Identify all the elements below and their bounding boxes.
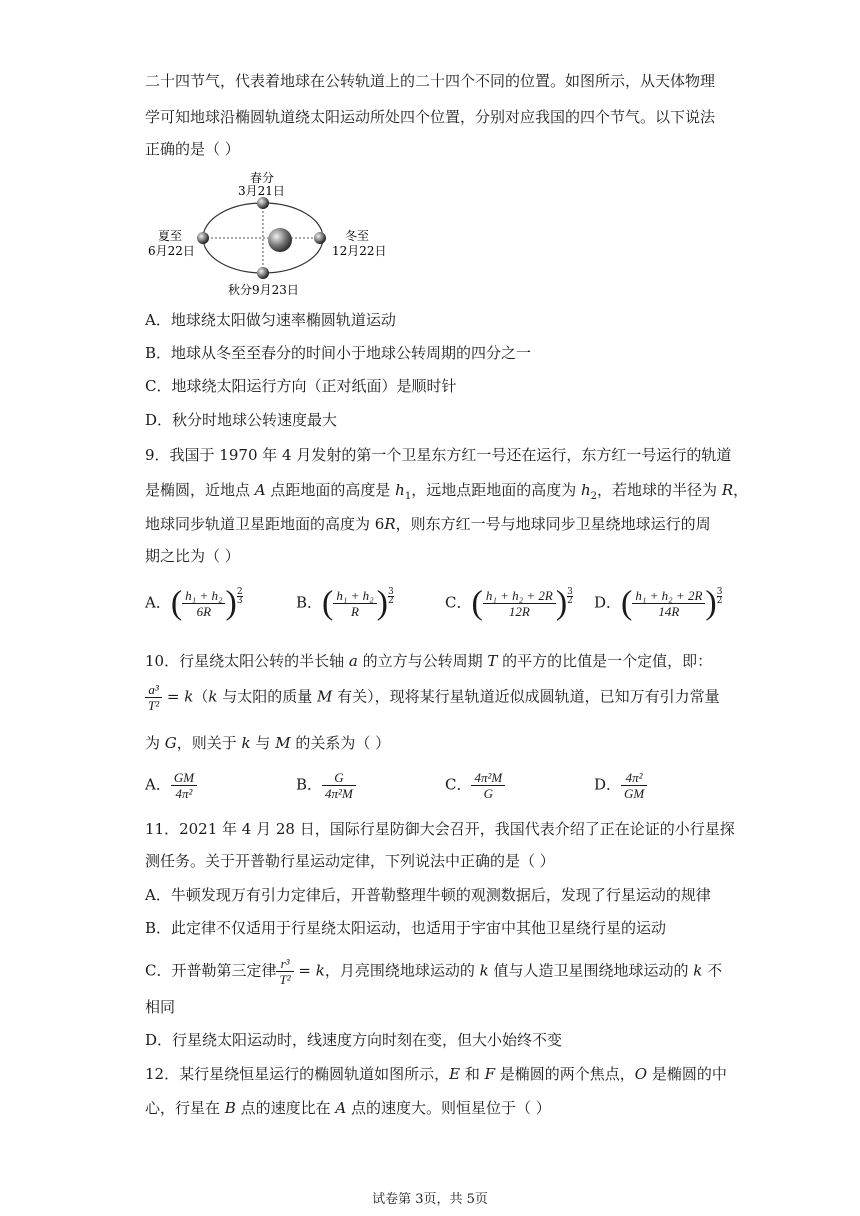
q8-option-d: D．秋分时地球公转速度最大: [145, 411, 338, 429]
q11-option-d: D．行星绕太阳运动时，线速度方向时刻在变，但大小始终不变: [145, 1031, 563, 1049]
q9-line-2: 是椭圆，近地点 A 点距地面的高度是 $h_1$，远地点距地面的高度为 $h_2$，若地球的半径为 R，: [145, 481, 749, 502]
q9-option-c: C．( $\frac{\text{h₁ + h₂ + 2R}}{12R}$ ) $\frac{3}{2}$: [445, 584, 573, 622]
q9-option-a: A．( $\frac{\text{h₁ + h₂}}{6R}$ ) $\frac{2}{3}$: [145, 584, 243, 622]
q9-option-b: B．( $\frac{\text{h₁ + h₂}}{R}$ ) $\frac{3}{2}$: [296, 584, 394, 622]
q9-line-3: 地球同步轨道卫星距地面的高度为 6R，则东方红一号与地球同步卫星绕地球运行的周: [145, 515, 711, 533]
spring-label: 春分: [250, 171, 275, 185]
summer-date: 6月22日: [148, 244, 195, 258]
earth-summer-icon: [197, 232, 209, 244]
q10-option-b: B． $\frac{G}{\text{4π²M}}$: [296, 770, 356, 801]
q11-option-c-line-2: 相同: [145, 998, 176, 1016]
q11-line-2: 测任务。关于开普勒行星运动定律，下列说法中正确的是（ ）: [145, 852, 555, 870]
q8-option-c: C．地球绕太阳运行方向（正对纸面）是顺时针: [145, 377, 457, 395]
q8-option-a: A．地球绕太阳做匀速率椭圆轨道运动: [145, 311, 396, 329]
q10-line-2: $\frac{\text{a³}}{\text{T²}}$ = k（k 与太阳的质量 M 有关），现将某行星轨道近似成圆轨道，已知万有引力常量: [145, 682, 720, 713]
q11-line-1: 11．2021 年 4 月 28 日，国际行星防御大会召开，我国代表介绍了正在论证的小行星探: [145, 820, 735, 838]
winter-label: 冬至: [345, 229, 370, 243]
earth-spring-icon: [257, 197, 269, 209]
earth-autumn-icon: [257, 267, 269, 279]
q12-line-2: 心，行星在 B 点的速度比在 A 点的速度大。则恒星位于（ ）: [145, 1099, 551, 1117]
q11-option-b: B．此定律不仅适用于行星绕太阳运动，也适用于宇宙中其他卫星绕行星的运动: [145, 919, 667, 937]
intro-line-2: 学可知地球沿椭圆轨道绕太阳运动所处四个位置，分别对应我国的四个节气。以下说法: [145, 108, 716, 126]
q11-option-c: C．开普勒第三定律 $\frac{\text{r³}}{\text{T²}}$ = k，月亮围绕地球运动的 k 值与人造卫星围绕地球运动的 k 不: [145, 956, 723, 987]
winter-date: 12月22日: [332, 244, 387, 258]
intro-line-3: 正确的是（ ）: [145, 140, 240, 158]
intro-line-1: 二十四节气，代表着地球在公转轨道上的二十四个不同的位置。如图所示，从天体物理: [145, 72, 716, 90]
earth-winter-icon: [314, 232, 326, 244]
q10-option-d: D． $\frac{\text{4π²}}{GM}$: [594, 770, 647, 801]
q10-line-1: 10．行星绕太阳公转的半长轴 a 的立方与公转周期 T 的平方的比值是一个定值，即：: [145, 652, 713, 670]
summer-label: 夏至: [158, 229, 183, 243]
orbit-diagram: [140, 168, 400, 298]
q9-line-1: 9．我国于 1970 年 4 月发射的第一个卫星东方红一号还在运行，东方红一号运行的轨道: [145, 446, 732, 464]
q9-line-4: 期之比为（ ）: [145, 547, 240, 565]
q8-option-b: B．地球从冬至至春分的时间小于地球公转周期的四分之一: [145, 344, 532, 362]
autumn-label: 秋分9月23日: [228, 283, 299, 297]
q10-option-a: A． $\frac{GM}{\text{4π²}}$: [145, 770, 197, 801]
sun-icon: [268, 228, 292, 252]
q10-option-c: C． $\frac{\text{4π²M}}{G}$: [445, 770, 505, 801]
page-footer: 试卷第 3页，共 5页: [372, 1192, 488, 1207]
q11-option-a: A．牛顿发现万有引力定律后，开普勒整理牛顿的观测数据后，发现了行星运动的规律: [145, 886, 711, 904]
q9-option-d: D．( $\frac{\text{h₁ + h₂ + 2R}}{14R}$ ) $\frac{3}{2}$: [594, 584, 723, 622]
q12-line-1: 12．某行星绕恒星运行的椭圆轨道如图所示，E 和 F 是椭圆的两个焦点，O 是椭圆的中: [145, 1065, 727, 1083]
spring-date: 3月21日: [238, 184, 285, 198]
q10-line-3: 为 G，则关于 k 与 M 的关系为（ ）: [145, 734, 391, 752]
